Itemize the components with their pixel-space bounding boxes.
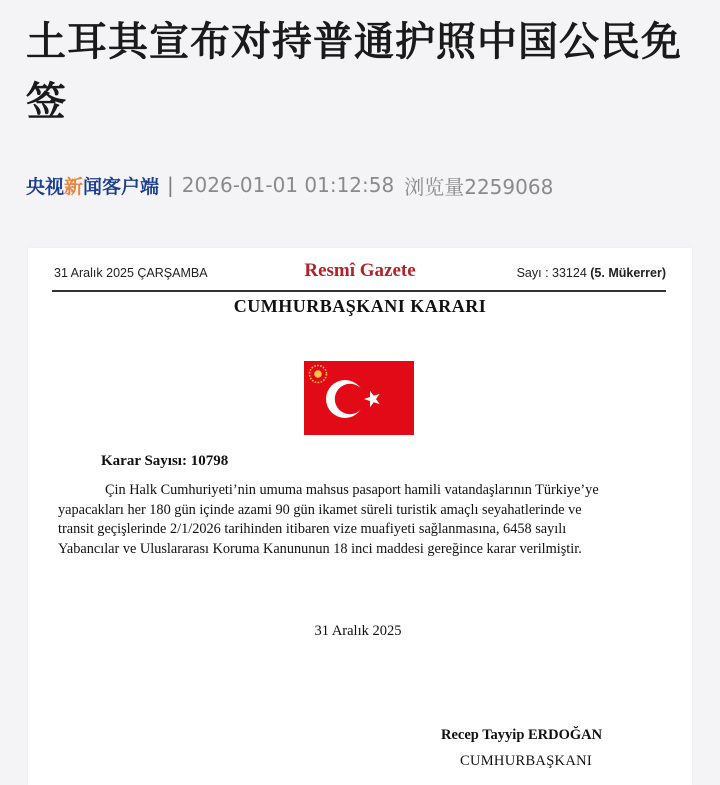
view-count: 浏览量2259068 bbox=[404, 174, 554, 199]
source-suffix: 闻客户端 bbox=[83, 175, 160, 198]
decision-number: Karar Sayısı: 10798 bbox=[101, 453, 229, 469]
source-name[interactable] bbox=[26, 172, 159, 199]
gazette-header bbox=[54, 262, 666, 288]
gazette-title: Resmî Gazete bbox=[304, 260, 416, 281]
article-headline: 土耳其宣布对持普通护照中国公民免签 bbox=[26, 19, 682, 125]
turkish-flag-icon bbox=[304, 361, 414, 435]
gazette-document-image[interactable] bbox=[28, 248, 692, 785]
gazette-issue-extra: (5. Mükerrer) bbox=[590, 266, 666, 280]
source-prefix: 央视 bbox=[26, 175, 65, 198]
decree-title: CUMHURBAŞKANI KARARI bbox=[233, 296, 487, 316]
header-divider bbox=[52, 290, 666, 292]
article-meta bbox=[26, 170, 553, 200]
publish-time: 2026-01-01 01:12:58 bbox=[181, 173, 395, 197]
decree-body-line: Yabancılar ve Uluslararası Koruma Kanununun 18 inci maddesi gereğince karar verilmiştir. bbox=[58, 540, 582, 557]
decree-body-line: Çin Halk Cumhuriyeti’nin umuma mahsus pasaport hamili vatandaşlarının Türkiye’ye bbox=[105, 482, 599, 498]
signer-name: Recep Tayyip ERDOĞAN bbox=[441, 727, 603, 743]
source-accent: 新 bbox=[64, 175, 84, 198]
signature-date: 31 Aralık 2025 bbox=[314, 623, 402, 639]
decree-body bbox=[58, 481, 668, 559]
gazette-issue-number: Sayı : 33124 bbox=[516, 266, 587, 280]
decree-body-line: yapacakları her 180 gün içinde azami 90 gün ikamet süreli turistik amaçlı seyahatlerinde ve bbox=[58, 501, 582, 518]
gazette-date: 31 Aralık 2025 ÇARŞAMBA bbox=[54, 266, 208, 280]
signer-title: CUMHURBAŞKANI bbox=[460, 753, 592, 769]
meta-separator: | bbox=[167, 173, 174, 197]
decree-body-line: transit geçişlerinde 2/1/2026 tarihinden itibaren vize muafiyeti sağlanmasına, 6458 sayılı bbox=[58, 521, 567, 537]
gazette-issue bbox=[517, 266, 666, 280]
